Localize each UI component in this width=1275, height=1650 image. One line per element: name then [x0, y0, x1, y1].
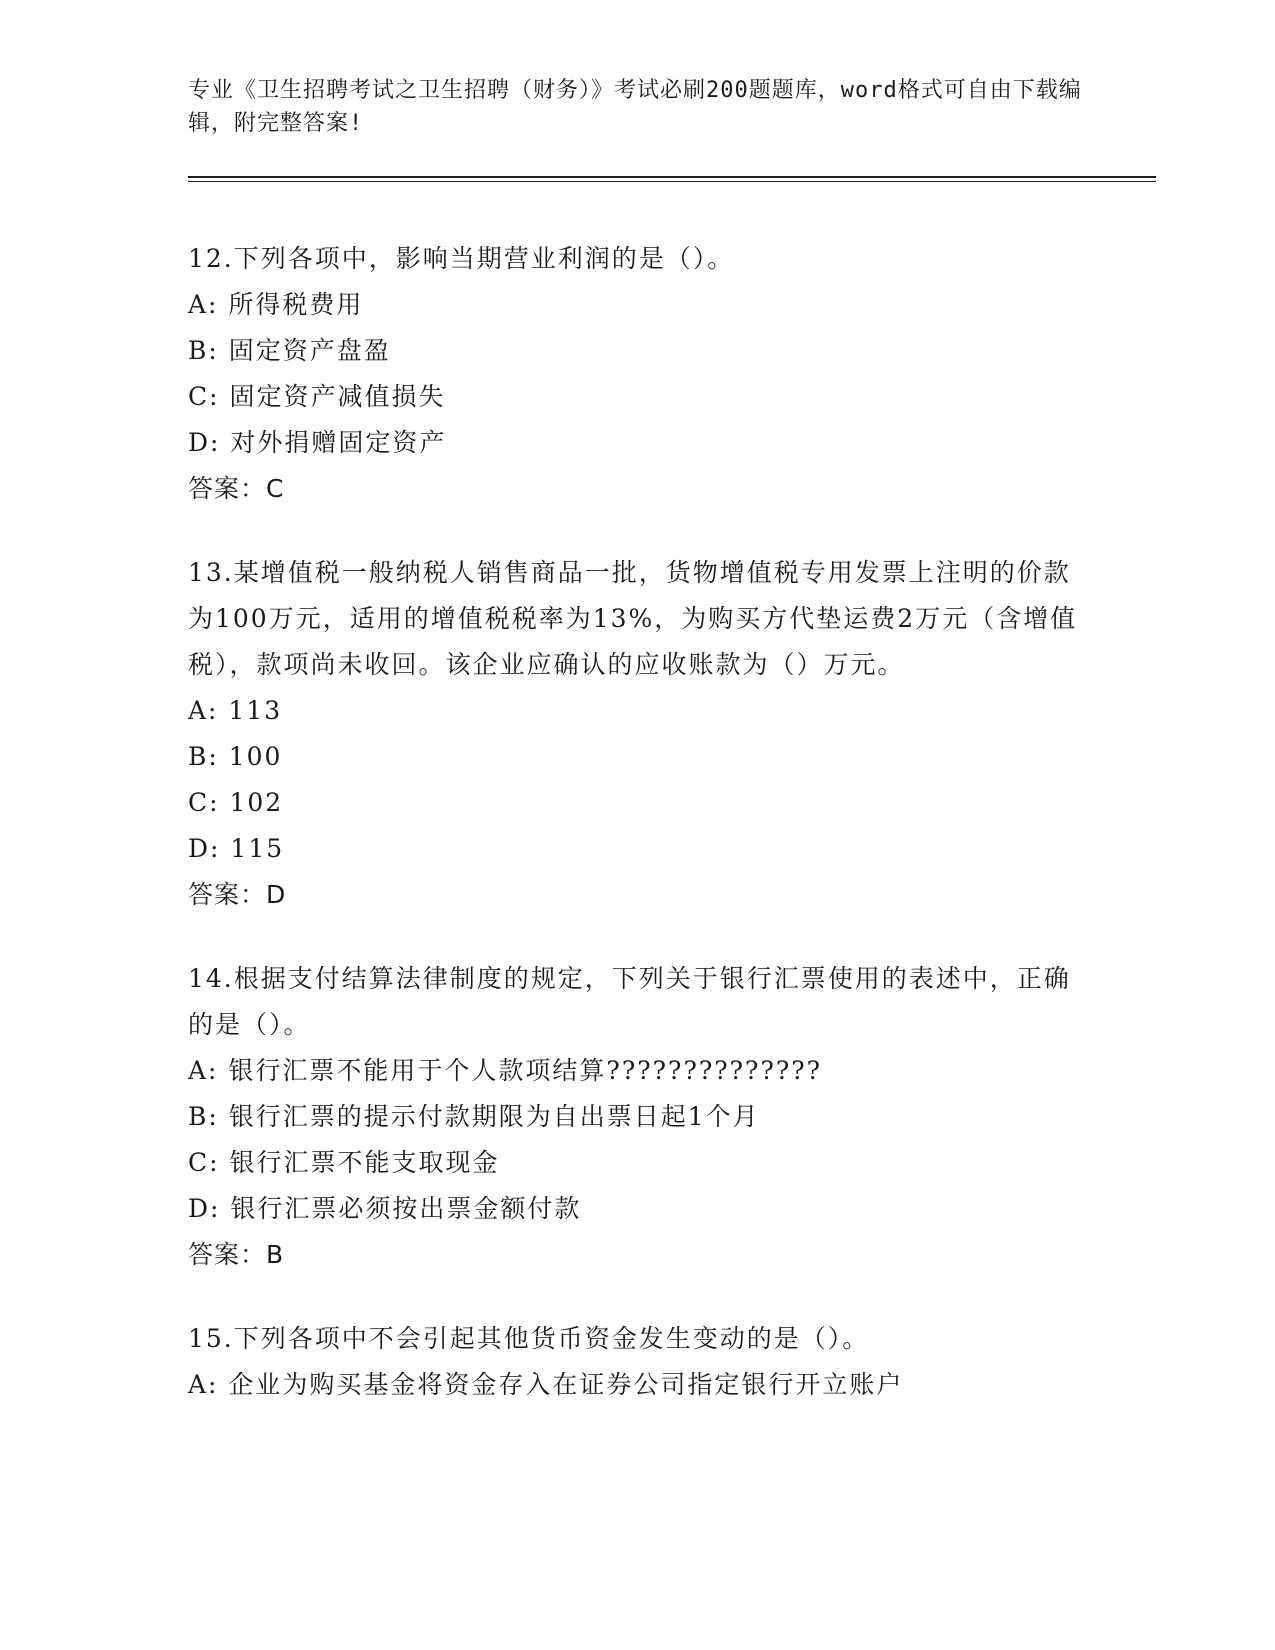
- question-stem: 12.下列各项中，影响当期营业利润的是（）。: [188, 244, 735, 273]
- question-list: [188, 236, 1088, 1446]
- option-b: B: 银行汇票的提示付款期限为自出票日起1个月: [188, 1102, 760, 1131]
- option-b: B: 固定资产盘盈: [188, 336, 391, 365]
- question-stem: 13.某增值税一般纳税人销售商品一批，货物增值税专用发票上注明的价款为100万元，适用的增值税税率为13%，为购买方代垫运费2万元（含增值税），款项尚未收回。该企业应确认的应收账款为（）万元。: [188, 558, 1078, 679]
- option-a: A: 企业为购买基金将资金存入在证券公司指定银行开立账户: [188, 1370, 904, 1399]
- question-15: [188, 1316, 1088, 1408]
- question-stem: 14.根据支付结算法律制度的规定，下列关于银行汇票使用的表述中，正确的是（）。: [188, 964, 1071, 1039]
- question-stem: 15.下列各项中不会引起其他货币资金发生变动的是（）。: [188, 1324, 870, 1353]
- document-header: 专业《卫生招聘考试之卫生招聘（财务）》考试必刷200题题库，word格式可自由下载编辑，附完整答案!: [188, 78, 1082, 136]
- option-c: C: 银行汇票不能支取现金: [188, 1148, 500, 1177]
- option-d: D: 银行汇票必须按出票金额付款: [188, 1194, 582, 1223]
- option-c: C: 102: [188, 788, 284, 817]
- header-divider-thick: [188, 176, 1156, 178]
- answer: 答案：D: [188, 880, 287, 909]
- option-a: A: 银行汇票不能用于个人款项结算??????????????: [188, 1056, 823, 1085]
- option-a: A: 113: [188, 696, 283, 725]
- option-d: D: 对外捐赠固定资产: [188, 428, 447, 457]
- answer: 答案：C: [188, 474, 285, 503]
- header-divider-thin: [188, 181, 1156, 182]
- option-b: B: 100: [188, 742, 283, 771]
- question-12: [188, 236, 1088, 512]
- question-14: [188, 956, 1088, 1278]
- option-a: A: 所得税费用: [188, 290, 364, 319]
- question-13: [188, 550, 1088, 918]
- option-c: C: 固定资产减值损失: [188, 382, 446, 411]
- option-d: D: 115: [188, 834, 285, 863]
- answer: 答案：B: [188, 1240, 285, 1269]
